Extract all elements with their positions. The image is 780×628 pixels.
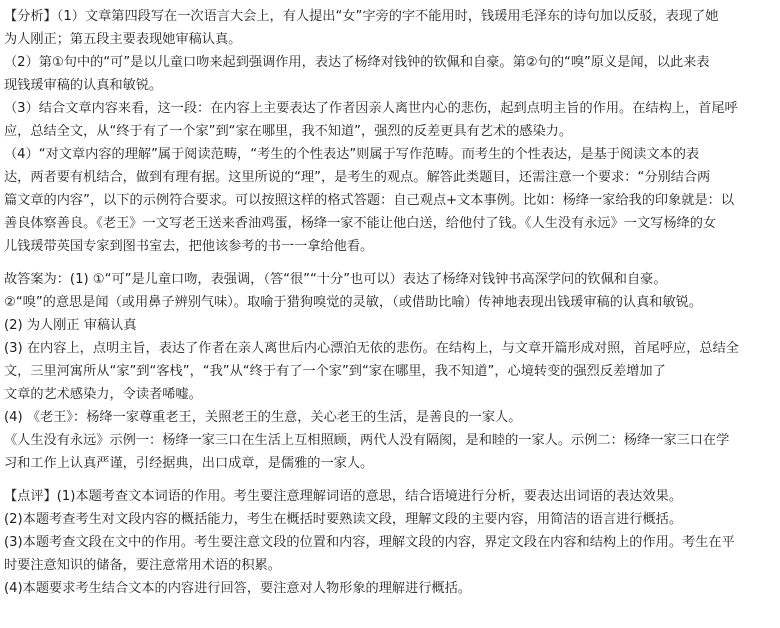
section-gap: [4, 475, 774, 485]
answer-line: 习和工作上认真严谨，引经据典，出口成章，是儒雅的一家人。: [4, 456, 374, 471]
analysis-line: （4）“对文章内容的理解”属于阅读范畴，“考生的个性表达”则属于写作范畴。而考生的个性表达，是基于阅读文本的表: [4, 147, 700, 162]
section-gap: [4, 258, 774, 268]
comment-line: 时要注意知识的储备，要注意常用术语的积累。: [4, 558, 281, 573]
answer-line: 《人生没有永远》示例一：杨绛一家三口在生活上互相照顾，两代人没有隔阂，是和睦的一家人。示例二：杨绛一家三口在学: [4, 433, 730, 448]
analysis-section: [4, 5, 774, 258]
answers-section: [4, 268, 774, 475]
analysis-line: 应，总结全文，从“终于有了一个家”到“家在哪里，我不知道”，强烈的反差更具有艺术的感染力。: [4, 124, 573, 139]
answer-line: 文章的艺术感染力，令读者唏嘘。: [4, 387, 202, 402]
analysis-line: （2）第①句中的“可”是以儿童口吻来起到强调作用，表达了杨绛对钱钟的钦佩和自豪。第②句的“嗅”原义是闻，以此来表: [4, 55, 710, 70]
analysis-line: 现钱瑗审稿的认真和敏锐。: [4, 78, 163, 93]
comment-line: 【点评】(1)本题考查文本词语的作用。考生要注意理解词语的意思，结合语境进行分析，要表达出词语的表达效果。: [4, 489, 683, 504]
comments-section: [4, 485, 774, 600]
answer-line: (3) 在内容上，点明主旨，表达了作者在亲人离世后内心漂泊无依的悲伤。在结构上，与文章开篇形成对照，首尾呼应，总结全: [4, 341, 739, 356]
answer-line: (2) 为人刚正 审稿认真: [4, 318, 137, 333]
comment-line: (3)本题考查文段在文中的作用。考生要注意文段的位置和内容，理解文段的内容，界定文段在内容和结构上的作用。考生在平: [4, 535, 735, 550]
analysis-line: 儿钱瑗带英国专家到图书室去，把他该参考的书一一拿给他看。: [4, 239, 374, 254]
analysis-line: 为人刚正；第五段主要表现她审稿认真。: [4, 32, 242, 47]
comment-line: (4)本题要求考生结合文本的内容进行回答，要注意对人物形象的理解进行概括。: [4, 581, 472, 596]
answer-line: ②“嗅”的意思是闻（或用鼻子辨别气味）。取喻于猎狗嗅觉的灵敏，（或借助比喻）传神地表现出钱瑗审稿的认真和敏锐。: [4, 295, 703, 310]
analysis-line: 达，两者要有机结合，做到有理有据。这里所说的“理”，是考生的观点。解答此类题目，还需注意一个要求：“分别结合两: [4, 170, 711, 185]
answer-line: 故答案为：(1) ①“可”是儿童口吻，表强调，（答“很”“十分”也可以）表达了杨绛对钱钟书高深学问的钦佩和自豪。: [4, 272, 667, 287]
analysis-line: 善良体察善良。《老王》一文写老王送来香油鸡蛋，杨绛一家不能让他白送，给他付了钱。《人生没有永远》一文写杨绛的女: [4, 216, 717, 231]
comment-line: (2)本题考查考生对文段内容的概括能力，考生在概括时要熟读文段，理解文段的主要内容，用简洁的语言进行概括。: [4, 512, 683, 527]
answer-line: (4) 《老王》：杨绛一家尊重老王，关照老王的生意，关心老王的生活，是善良的一家人。: [4, 410, 522, 425]
analysis-line: （3）结合文章内容来看，这一段：在内容上主要表达了作者因亲人离世内心的悲伤，起到点明主旨的作用。在结构上，首尾呼: [4, 101, 738, 116]
analysis-line: 篇文章的内容”，以下的示例符合要求。可以按照这样的格式答题：自己观点+文本事例。比如：杨绛一家给我的印象就是：以: [4, 193, 735, 208]
analysis-line: 【分析】（1）文章第四段写在一次语言大会上，有人提出“女”字旁的字不能用时，钱瑗用毛泽东的诗句加以反驳，表现了她: [4, 9, 719, 24]
answer-line: 文，三里河寓所从“家”到“客栈”，“我”从“终于有了一个家”到“家在哪里，我不知道”，心境转变的强烈反差增加了: [4, 364, 666, 379]
